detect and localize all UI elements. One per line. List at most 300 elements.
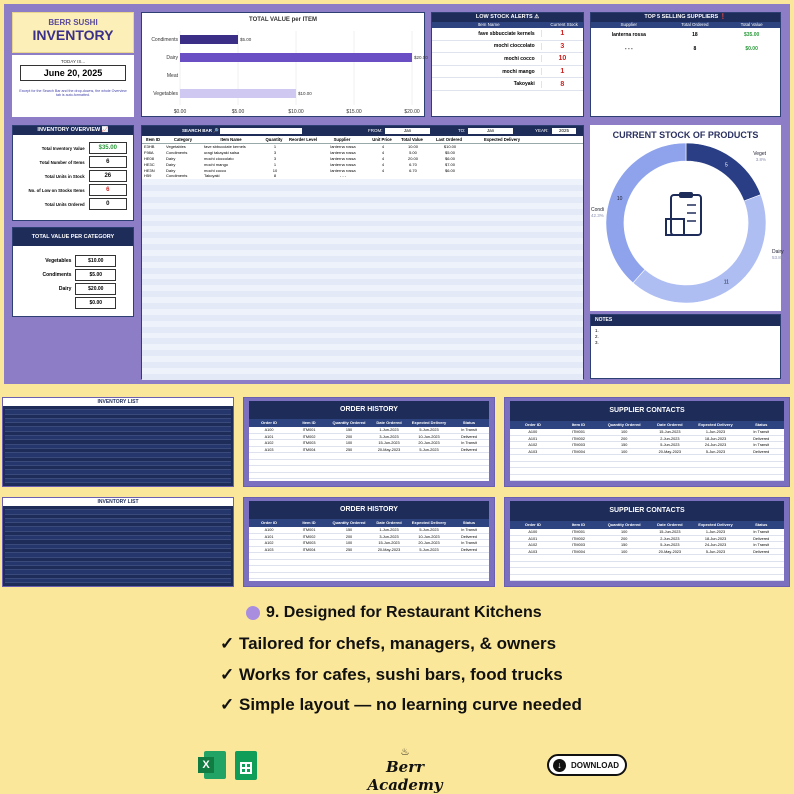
order-cell <box>369 566 409 572</box>
order-cell <box>249 553 289 559</box>
slice-percent-label: 42.3% <box>591 213 604 218</box>
order-cell: In Transit <box>461 528 477 532</box>
order-col-header: Date Ordered <box>657 422 683 427</box>
order-cell <box>738 555 784 561</box>
inventory-table-header <box>142 136 583 144</box>
category-value: $5.00 <box>75 269 116 281</box>
order-table-header <box>249 519 489 527</box>
order-cell: 200 <box>621 436 628 441</box>
bar-chart-svg <box>142 25 428 115</box>
order-cell: 5-Jun-2023 <box>705 549 726 554</box>
order-cell <box>693 468 739 474</box>
order-cell <box>369 473 409 479</box>
inventory-col-header: Expected Delivery <box>483 137 521 142</box>
supplier-name: lanterna rossa <box>611 32 646 38</box>
table-cell: 3 <box>273 155 277 161</box>
inventory-table-panel <box>141 125 584 379</box>
order-cell: 20-Jun-2023 <box>418 541 440 545</box>
slice-name-label: Veget <box>753 151 766 157</box>
order-cell <box>449 453 489 459</box>
excel-letter: X <box>198 757 214 773</box>
purple-dot-icon <box>246 606 260 620</box>
title-top: BERR SUSHI <box>48 18 98 27</box>
order-cell: A102 <box>264 541 274 545</box>
from-dropdown[interactable] <box>385 128 430 134</box>
order-cell <box>647 468 693 474</box>
order-cell <box>510 568 556 574</box>
order-col-header: Order ID <box>524 422 541 427</box>
order-cell: 5-Jun-2023 <box>419 547 439 552</box>
low-stock-row <box>432 53 583 66</box>
order-col-header: Quantity Ordered <box>332 420 366 425</box>
table-cell: mochi cocco <box>204 167 227 173</box>
order-cell: ITM001 <box>572 430 585 434</box>
order-cell <box>409 453 449 459</box>
overview-row <box>13 141 133 155</box>
overview-label: Total Number of Items <box>39 159 85 165</box>
order-cell <box>449 566 489 572</box>
inventory-list-sheet-2 <box>2 497 234 587</box>
order-cell: 24-Jun-2023 <box>704 443 727 447</box>
order-cell: Delivered <box>753 536 770 541</box>
value-header: Total Value <box>740 22 763 27</box>
order-cell: In Transit <box>753 543 769 547</box>
order-cell: A103 <box>528 549 538 554</box>
table-cell: 4 <box>381 167 385 173</box>
order-cell: Delivered <box>460 434 478 439</box>
order-cell: 200 <box>621 536 628 541</box>
date-card <box>12 55 134 117</box>
order-col-header: Date Ordered <box>657 522 683 527</box>
table-cell: lanterna rossa <box>330 161 356 167</box>
order-cell: In Transit <box>753 443 769 447</box>
order-cell <box>329 460 369 466</box>
order-cell: ITM001 <box>572 530 585 534</box>
value-bar <box>180 53 412 62</box>
notes-panel <box>590 314 781 379</box>
order-cell <box>329 466 369 472</box>
order-cell <box>409 553 449 559</box>
donut-slice <box>633 195 766 303</box>
table-cell: 1 <box>273 144 277 149</box>
order-cell <box>556 475 602 481</box>
download-label: DOWNLOAD <box>571 760 619 770</box>
low-stock-title: LOW STOCK ALERTS ⚠ <box>432 13 583 22</box>
table-cell: Dairy <box>166 161 176 167</box>
chef-hat-icon: ♨ <box>400 747 410 758</box>
table-cell: HE08 <box>144 155 155 161</box>
order-cell: 20-May-2023 <box>377 547 401 552</box>
inventory-list-sheet-1 <box>2 397 234 487</box>
search-input[interactable] <box>220 128 302 134</box>
order-cell <box>409 460 449 466</box>
order-cell: 15-Jun-2023 <box>378 541 400 545</box>
order-history-sheet-2 <box>243 497 495 587</box>
order-table-header <box>510 421 784 429</box>
order-cell <box>249 566 289 572</box>
low-stock-item: mochi cocco <box>504 55 535 62</box>
order-cell: Delivered <box>753 549 770 554</box>
order-col-header: Item ID <box>302 520 316 525</box>
order-cell <box>369 553 409 559</box>
order-cell <box>249 453 289 459</box>
order-col-header: Item ID <box>302 420 316 425</box>
order-col-header: Order ID <box>524 522 541 527</box>
overview-row <box>13 183 133 197</box>
order-history-title-1: ORDER HISTORY <box>249 401 489 419</box>
order-cell: 1-Jun-2023 <box>705 430 726 434</box>
order-col-header: Quantity Ordered <box>607 422 641 427</box>
table-cell: HE3C <box>144 161 155 167</box>
order-cell <box>693 455 739 461</box>
order-cell <box>601 575 647 581</box>
order-cell <box>249 466 289 472</box>
table-cell: Condiments <box>166 149 188 155</box>
order-col-header: Item ID <box>571 522 586 527</box>
order-cell <box>449 553 489 559</box>
order-cell <box>449 460 489 466</box>
category-label: Meat <box>166 73 178 79</box>
order-cell: 5-Jun-2023 <box>660 443 680 447</box>
category-label: Vegetables <box>45 258 72 264</box>
order-cell <box>556 562 602 568</box>
order-col-header: Status <box>462 520 476 525</box>
chart-title: TOTAL VALUE per ITEM <box>249 17 317 23</box>
order-cell <box>556 555 602 561</box>
order-cell <box>409 566 449 572</box>
table-cell: $5.00 <box>444 149 455 155</box>
supplier-value: $0.00 <box>745 46 758 52</box>
order-cell <box>510 462 556 468</box>
category-row <box>13 254 133 268</box>
order-cell: 18-Jun-2023 <box>704 536 727 541</box>
stock-donut-panel <box>590 125 785 311</box>
order-cell: 150 <box>345 428 353 432</box>
donut-slice <box>606 143 686 283</box>
order-cell <box>369 453 409 459</box>
order-cell <box>647 555 693 561</box>
note-line: 1. <box>595 328 599 333</box>
download-icon: ↓ <box>553 759 566 772</box>
order-col-header: Expected Delivery <box>698 422 733 427</box>
order-cell <box>601 462 647 468</box>
order-cell: 5-Jun-2023 <box>660 543 680 547</box>
table-cell: lanterna rossa <box>330 167 356 173</box>
order-cell: A100 <box>528 530 538 534</box>
supplier-value: $35.00 <box>743 32 760 38</box>
table-cell: Vegetables <box>166 144 186 149</box>
promo-bullet-text-2: Works for cafes, sushi bars, food trucks <box>238 665 563 684</box>
low-stock-row <box>432 28 583 41</box>
low-stock-qty: 3 <box>541 43 583 50</box>
table-cell: 6.70 <box>409 161 417 167</box>
order-row <box>510 475 784 482</box>
category-label: Dairy <box>166 55 178 61</box>
overview-label: No. of Low on Stocks Items <box>28 187 85 193</box>
table-cell: 4 <box>381 155 385 161</box>
order-cell: 10-Jun-2023 <box>418 434 440 439</box>
order-cell: ITM003 <box>572 543 585 547</box>
overview-value: 0 <box>89 198 127 210</box>
order-cell <box>693 475 739 481</box>
order-cell <box>738 475 784 481</box>
order-row <box>249 473 489 480</box>
note-line: 3. <box>595 340 599 345</box>
order-cell <box>449 560 489 566</box>
order-cell <box>369 460 409 466</box>
data-label: $5.00 <box>240 37 252 42</box>
table-cell: H59 <box>144 173 152 179</box>
order-cell <box>289 453 329 459</box>
table-cell: uragi takayaki salsa <box>204 149 240 155</box>
order-cell <box>693 555 739 561</box>
order-cell <box>647 562 693 568</box>
order-cell <box>510 455 556 461</box>
table-cell: $6.00 <box>444 155 455 161</box>
order-cell: 5-Jun-2023 <box>419 428 439 432</box>
order-cell: In Transit <box>753 530 769 534</box>
order-cell: In Transit <box>461 428 477 432</box>
supplier-contacts-sheet-1 <box>504 397 790 487</box>
order-cell <box>738 468 784 474</box>
category-label: Dairy <box>58 286 72 292</box>
overview-title: INVENTORY OVERVIEW 📈 <box>13 126 133 135</box>
slice-name-label: Condi <box>591 207 605 213</box>
to-dropdown[interactable] <box>468 128 513 134</box>
slice-percent-label: 53.8% <box>772 255 785 260</box>
order-cell <box>738 455 784 461</box>
order-cell <box>738 462 784 468</box>
slice-percent-label: 3.8% <box>755 157 766 162</box>
inventory-col-header: Reorder Level <box>289 137 317 142</box>
order-cell: A102 <box>528 443 538 447</box>
order-cell: ITM003 <box>302 441 316 445</box>
x-tick-label: $5.00 <box>231 109 245 115</box>
order-cell <box>409 560 449 566</box>
low-stock-qty: 1 <box>541 30 583 37</box>
inventory-col-header: Category <box>173 137 193 142</box>
order-cell: A100 <box>264 528 274 532</box>
from-label: FROM: <box>368 128 383 133</box>
excel-icon <box>198 751 226 779</box>
order-cell <box>249 573 289 579</box>
download-button[interactable] <box>547 754 627 776</box>
table-cell: Dairy <box>166 155 176 161</box>
supplier-row <box>591 42 780 56</box>
supplier-contacts-sheet-2 <box>504 497 790 587</box>
donut-chart-svg <box>590 141 785 311</box>
order-cell <box>556 575 602 581</box>
slice-value-label: 11 <box>723 279 729 286</box>
table-cell <box>260 374 288 380</box>
table-cell: $7.00 <box>444 161 455 167</box>
order-cell <box>601 455 647 461</box>
table-cell: fave sbbucciate kernels <box>204 144 246 149</box>
order-col-header: Quantity Ordered <box>332 520 366 525</box>
overview-panel <box>12 125 134 221</box>
overview-row <box>13 197 133 211</box>
inventory-col-header: Item Name <box>220 137 242 142</box>
table-cell: 10.00 <box>407 144 418 149</box>
table-cell: lanterna rossa <box>330 155 356 161</box>
low-stock-qty: 1 <box>541 68 583 75</box>
order-cell: 200 <box>345 434 353 439</box>
order-cell <box>601 475 647 481</box>
check-icon: ✓ <box>220 634 235 653</box>
order-cell <box>647 575 693 581</box>
order-col-header: Expected Delivery <box>411 520 447 525</box>
supplier-row <box>591 28 780 42</box>
order-cell <box>409 473 449 479</box>
order-cell <box>601 555 647 561</box>
table-cell <box>472 374 532 380</box>
title-main: INVENTORY <box>32 27 114 43</box>
category-value: $0.00 <box>75 297 116 309</box>
table-cell: Condiments <box>166 173 188 179</box>
order-col-header: Order ID <box>260 520 277 525</box>
order-cell: A102 <box>528 543 538 547</box>
today-label: TODAY IS... <box>60 59 86 64</box>
order-cell: 100 <box>621 430 628 434</box>
promo-bullet-1 <box>220 634 556 654</box>
year-label: YEAR: <box>535 128 549 133</box>
order-cell <box>369 560 409 566</box>
order-col-header: Item ID <box>571 422 586 427</box>
order-col-header: Expected Delivery <box>698 522 733 527</box>
table-cell: lanterna rossa <box>330 149 356 155</box>
supplier-ordered: 8 <box>693 46 697 52</box>
order-table-header <box>249 419 489 427</box>
order-cell <box>738 568 784 574</box>
order-history-title-2: ORDER HISTORY <box>249 501 489 519</box>
low-stock-panel <box>431 12 584 117</box>
data-label: $10.00 <box>298 91 312 96</box>
donut-title: CURRENT STOCK OF PRODUCTS <box>612 130 759 140</box>
promo-bullet-text-1: Tailored for chefs, managers, & owners <box>238 634 557 653</box>
table-cell: 5.00 <box>409 149 417 155</box>
order-cell: 2-Jun-2023 <box>660 436 680 441</box>
inventory-col-header: Supplier <box>333 137 351 142</box>
year-dropdown[interactable] <box>552 128 576 134</box>
order-cell <box>510 575 556 581</box>
order-cell: 24-Jun-2023 <box>704 543 727 547</box>
order-cell <box>601 568 647 574</box>
order-cell <box>449 473 489 479</box>
table-cell <box>164 374 202 380</box>
supplier-header: Supplier <box>620 22 638 27</box>
title-card <box>12 12 134 53</box>
order-cell <box>289 460 329 466</box>
promo-heading <box>246 604 542 622</box>
order-cell <box>693 562 739 568</box>
low-stock-item: Takoyaki <box>513 81 535 88</box>
order-history-sheet-1 <box>243 397 495 487</box>
category-label: Condiments <box>42 272 72 278</box>
order-cell: ITM003 <box>302 541 316 545</box>
table-cell: HE3N <box>144 167 155 173</box>
low-stock-row <box>432 41 583 54</box>
order-cell: 15-Jun-2023 <box>659 530 681 534</box>
order-cell: 5-Jun-2023 <box>419 447 439 452</box>
order-cell: In Transit <box>461 441 477 445</box>
order-col-header: Status <box>755 522 768 527</box>
order-cell: 2-Jun-2023 <box>660 536 680 541</box>
inventory-list-title-1: INVENTORY LIST <box>3 398 233 406</box>
table-cell: 1 <box>273 161 277 167</box>
order-cell: 250 <box>345 547 353 552</box>
supplier-name: - - - <box>624 46 633 52</box>
order-cell: Delivered <box>460 547 478 552</box>
low-stock-qty: 10 <box>541 55 583 62</box>
order-cell: 100 <box>345 541 353 545</box>
order-cell: A103 <box>528 449 538 454</box>
order-col-header: Status <box>755 422 768 427</box>
x-tick-label: $0.00 <box>173 109 187 115</box>
overview-row <box>13 169 133 183</box>
value-bar <box>180 35 238 44</box>
order-cell <box>249 473 289 479</box>
order-col-header: Quantity Ordered <box>607 522 641 527</box>
order-cell <box>369 573 409 579</box>
order-cell <box>556 568 602 574</box>
low-stock-item: mochi mango <box>502 68 535 75</box>
order-cell: 20-May-2023 <box>658 549 682 554</box>
category-label: Condiments <box>151 37 178 43</box>
order-cell: Delivered <box>460 534 478 539</box>
order-cell: 150 <box>621 443 628 447</box>
order-cell: Delivered <box>460 447 478 452</box>
order-cell: 100 <box>621 549 628 554</box>
order-cell <box>289 560 329 566</box>
overview-label: Total Inventory Value <box>41 145 85 151</box>
order-cell <box>693 568 739 574</box>
order-cell: In Transit <box>753 430 769 434</box>
slice-value-label: 5 <box>724 162 728 169</box>
order-cell: 1-Jun-2023 <box>379 528 399 532</box>
order-cell <box>289 573 329 579</box>
order-cell <box>329 560 369 566</box>
order-row <box>249 573 489 580</box>
low-stock-item: mochi cioccolato <box>493 43 535 50</box>
value-bar <box>180 89 296 98</box>
order-cell: A103 <box>264 447 274 452</box>
table-cell: Takoyaki <box>204 173 220 179</box>
order-cell <box>556 462 602 468</box>
to-value: Jan <box>486 128 495 133</box>
order-row <box>510 575 784 582</box>
promo-bullet-2 <box>220 665 563 685</box>
order-cell: 100 <box>345 441 353 445</box>
order-cell: ITM002 <box>302 434 316 439</box>
order-cell <box>647 568 693 574</box>
order-cell: 1-Jun-2023 <box>379 428 399 432</box>
order-cell <box>556 455 602 461</box>
order-cell <box>329 473 369 479</box>
order-cell: 3-Jun-2023 <box>379 434 399 439</box>
order-cell: ITM002 <box>302 534 316 539</box>
order-cell: A101 <box>264 534 274 539</box>
table-cell: lanterna rossa <box>330 144 356 149</box>
table-cell <box>398 374 426 380</box>
order-cell <box>647 475 693 481</box>
x-tick-label: $20.00 <box>404 109 420 115</box>
order-cell <box>601 468 647 474</box>
table-cell: 8 <box>273 173 277 179</box>
check-icon: ✓ <box>220 695 235 714</box>
table-cell: 4 <box>381 149 385 155</box>
table-cell: F98A <box>144 149 154 155</box>
order-cell <box>556 468 602 474</box>
